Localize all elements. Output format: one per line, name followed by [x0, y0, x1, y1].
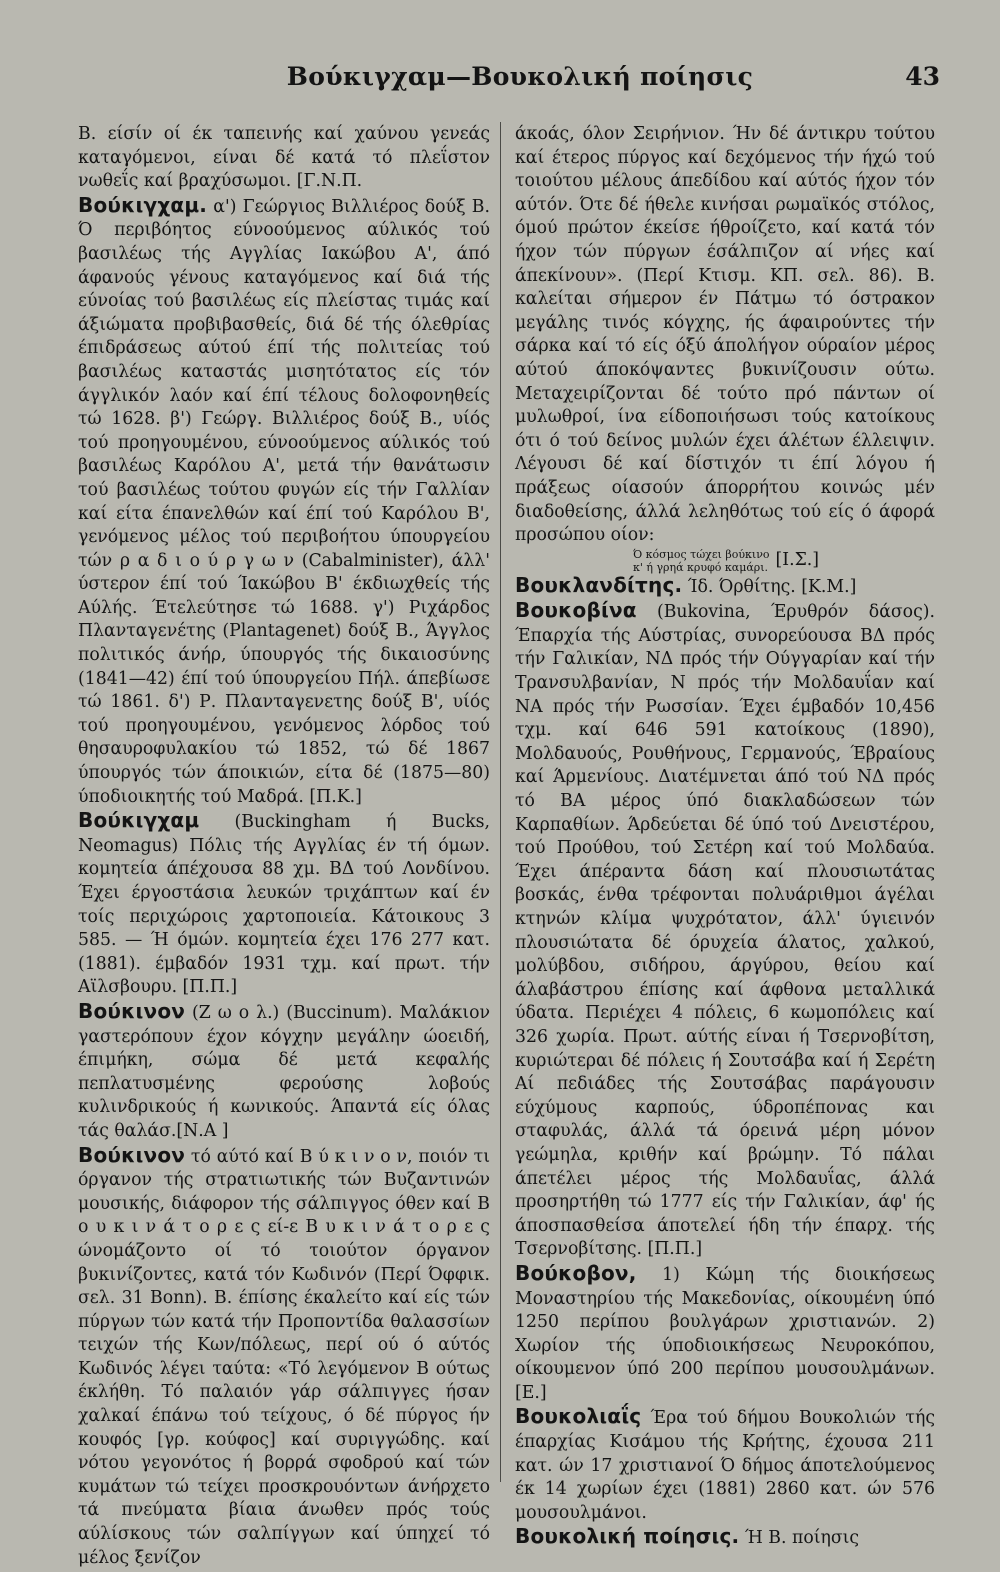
entry-headword: Βουκολιαΐς — [515, 1404, 642, 1429]
right-column — [515, 123, 935, 1551]
entry-headword: Βουκοβίνα — [515, 598, 637, 623]
entry-text: 1) Κώμη τής διοικήσεως Μοναστηρίου τής Μακεδονίας, οίκουμένη ύπό 1250 περίπου βουλγάρων χριστιανών. 2) Χωρίον τής ύποδιοικήσεως Νευροκόπου, οίκουμενον ύπό 200 περίπου μουσουλμάνων. [Ε.] — [515, 1264, 935, 1403]
poem-lines — [633, 548, 770, 574]
continued-paragraph: άκοάς, όλον Σειρήνιον. Ήν δέ άντικρυ τούτου καί έτερος πύργος καί δεχόμενος τήν ήχώ τού τοιούτου μέλους άπεδίδου καί αύτός ήχον τόν αύτόν. Ότε δέ ήθελε κινήσαι ρωμαϊκός στόλος, όμού πρώτον έκείσε ήθροίζετο, καί κατά τόν ήχον τών πύργων έσάλπιζον αί νήες καί άπεκίνουν». (Περί Κτισμ. ΚΠ. σελ. 86). Β. καλείται σήμερον έν Πάτμω τό όστρακον μεγάλης τινός κόγχης, ής άφαιρούντες τήν σάρκα καί τό είς όξύ άπολήγον ούραίον μέρος αύτού άποκόψαντες βυκινίζουσιν ούτω. Μεταχειρίζονται δέ τούτο πρό πάντων οί μυλωθροί, ίνα είδοποιήσωσι τούς κατοίκους ότι ό τού δείνος μυλών έχει άλέτων έλλειψιν. Λέγουσι δέ καί δίστιχόν τι έπί λόγου ή πράξεως οίασούν άπορρήτου κοινώς μέν διαδοθείσης, άλλά λεληθότως τού είς ό άφορά προσώπου οίον: — [515, 124, 935, 546]
entry-buckingham-town — [78, 809, 490, 1000]
entry-text: Ίδ. Όρθίτης. [Κ.Μ.] — [682, 576, 857, 597]
entry-text: Έρα τού δήμου Βουκολιών τής έπαρχίας Κισάμου τής Κρήτης, έχουσα 211 κατ. ών 17 χριστιανοί Ό δήμος άποτελούμενος έκ 14 χωρίων έχει (1881) 2860 κατ. ών 576 μουσουλμάνοι. — [515, 1408, 935, 1523]
entry-boukinon-zool — [78, 1000, 490, 1144]
running-title: Βούκιγχαμ—Βουκολική ποίησις — [286, 62, 754, 91]
entry-boukinon-instrument — [78, 1144, 490, 1571]
page-header — [60, 62, 940, 102]
author-signature: [Ι.Σ.] — [775, 549, 820, 570]
entry-headword: Βούκιγχαμ. — [78, 192, 208, 217]
entry-headword: Βούκιγχαμ — [78, 808, 200, 833]
entry-boukoliais — [515, 1405, 935, 1525]
left-column — [78, 123, 490, 1570]
entry-bukovina — [515, 599, 935, 1262]
entry-text: (Bukovina, Έρυθρόν δάσος). Έπαρχία τής Αύστρίας, συνορεύουσα ΒΔ πρός τήν Γαλικίαν, ΝΔ πρός τήν Ούγγαρίαν καί τήν Τρανσυλβανίαν, Ν πρός τήν Μολδαυΐαν καί ΝΑ πρός τήν Ρωσσίαν. Έχει έμβαδόν 10,456 τχμ. καί 646 591 κατοίκους (1890), Μολδαυούς, Ρουθήνους, Γερμανούς, Έβραίους καί Άρμενίους. Διατέμνεται άπό τού ΝΔ πρός τό ΒΑ μέρος ύπό διακλαδώσεων τών Καρπαθίων. Άρδεύεται δέ ύπό τού Δνειστέρου, τού Προύθου, τού Σετέρη καί τού Μολδαύα. Έχει άπέραντα δάση καί πλουσιωτάτας βοσκάς, ένθα τρέφονται πολυάριθμοι άγέλαι κτηνών κλίμα ψυχρότατον, άλλ' ύγιεινόν πλουσιώτατα δέ όρυχεία άλατος, χαλκού, μολύβδου, σιδήρου, άργύρου, θείου καί άλαβάστρου έπίσης καί άφθονα μεταλλικά ύδατα. Περιέχει 4 πόλεις, 6 κωμοπόλεις καί 326 χωρία. Πρωτ. αύτής είναι ή Τσερνοβίτση, κυριώτεραι δέ πόλεις ή Σουτσάβα καί ή Σερέτη Αί πεδιάδες τής Σουτσάβας παράγουσιν εύχύμους καρπούς, ύδροπέπονας και σταφυλάς, άλλά τά όρεινά μέρη μόνον γεώμηλα, κριθήν καί βρώμην. Τό πάλαι άπετέλει μέρος τής Μολδαυΐας, άλλά προσηρτήθη τώ 1777 είς τήν Γαλικίαν, άφ' ής άποσπασθείσα άποτελεί ήδη τήν έπαρχ. τής Τσερνοβίτσης. [Π.Π.] — [515, 602, 935, 1260]
entry-text: α') Γεώργιος Βιλλιέρος δούξ Β. Ό περιβόητος εύνοούμενος αύλικός τού βασιλέως τής Αγγλίας Ιακώβου Α', άπό άφανούς γένους καταγόμενος καί διά τής εύνοίας τού βασιλέως είς πλείστας τιμάς καί άξιώματα προβιβασθείς, διά δέ τής όλεθρίας έπιδράσεως αύτού έπί τής πολιτείας τού βασιλέως καταστάς μισητότατος είς τόν άγγλικόν λαόν καί έπί τέλους δολοφονηθείς τώ 1628. β') Γεώργ. Βιλλιέρος δούξ Β., υίός τού προηγουμένου, εύνοούμενος αύλικός τού βασιλέως Καρόλου Α', μετά τήν θανάτωσιν τού βασιλέως τούτου φυγών είς τήν Γαλλίαν καί είτα έπανελθών καί έπί τού Καρόλου Β', γενόμενος μέλος τού περιβοήτου ύπουργείου τών ρ α δ ι ο ύ ρ γ ω ν (Cabalminister), άλλ' ύστερον έπί τού Ίακώβου Β' έκδιωχθείς τής Αύλής. Έτελεύτησε τώ 1688. γ') Ριχάρδος Πλανταγενέτης (Plantagenet) δούξ Β., Άγγλος πολιτικός άνήρ, ύπουργός τής δικαιοσύνης (1841—42) έπί τού ύπουργείου Πήλ. άπεβίωσε τώ 1861. δ') Ρ. Πλανταγενετης δούξ Β', υίός τού προηγουμένου, γενόμενος λόρδος τού θησαυροφυλακίου τώ 1852, τώ δέ 1867 ύπουργός τών άποικιών, είτα δέ (1875—80) ύποδιοικητής τού Μαδρά. [Π.Κ.] — [78, 196, 490, 807]
entry-boukoliki-poiisis — [515, 1525, 935, 1551]
entry-headword: Βουκολική ποίησις. — [515, 1524, 740, 1549]
entry-buckingham-persons — [78, 194, 490, 809]
poem-quote — [515, 548, 935, 574]
continued-paragraph: Β. είσίν οί έκ ταπεινής καί χαύνου γενεάς καταγόμενοι, είναι δέ κατά τό πλεΐστον νωθεΐς καί βραχύσωμοι. [Γ.Ν.Π. — [78, 124, 490, 192]
entry-headword: Βουκλανδίτης. — [515, 572, 683, 597]
column-divider — [500, 122, 501, 1482]
poem-line: Ό κόσμος τώχει βούκινο — [633, 547, 770, 561]
entry-text: (Ζ ω ο λ.) (Buccinum). Μαλάκιον γαστερόπουν έχον κόγχην μεγάλην ώοειδή, έπιμήκη, σώμα δέ μετά κεφαλής πεπλατυσμένης φερούσης λοβούς κυλινδρικούς ή κωνικούς. Άπαντά είς όλας τάς θαλάσ.[Ν.Α ] — [78, 1002, 490, 1141]
entry-headword: Βούκινον — [78, 1142, 186, 1167]
entry-text: τό αύτό καί Β ύ κ ι ν ο ν, ποιόν τι όργανον τής στρατιωτικής τών Βυζαντινών μουσικής, διάφορον τής σάλπιγγος όθεν καί Β ο υ κ ι ν ά τ ο ρ ε ς εί-ε Β υ κ ι ν ά τ ο ρ ε ς ώνομάζοντο οί τό τοιούτον όργανον βυκινίζοντες, κατά τόν Κωδινόν (Περί Όφφικ. σελ. 31 Bonn). Β. έπίσης έκαλείτο καί είς τών πύργων τών κατά τήν Προποντίδα θαλασσίων τειχών τής Κων/πόλεως, περί ού ό αύτός Κωδινός λέγει ταύτα: «Τό λεγόμενον Β ούτως έκλήθη. Τό παλαιόν γάρ σάλπιγγες ήσαν χαλκαί έπάνω τού τείχους, ό δέ πύργος ήν κουφός [γρ. κούφος] καί συριγγώδης. καί νότου γεγονότος ή βορρά σφοδρού καί τών κυμάτων τώ τείχει προσκρουόντων άνήρχετο τά πνεύματα βίαια άνωθεν πρός τούς αύλίσκους τών σαλπίγγων καί ύπηχεί τό μέλος ξενίζον — [78, 1146, 490, 1568]
page-number: 43 — [905, 62, 940, 91]
entry-bouklanditis — [515, 574, 935, 600]
entry-text: (Buckingham ή Bucks, Neomagus) Πόλις τής Αγγλίας έν τή όμων. κομητεία άπέχουσα 88 χμ. ΒΔ τού Λονδίνου. Έχει έργοστάσια λευκών τριχάπτων καί έν τοίς περιχώροις χαρτοποιεία. Κάτοικους 3 585. — Ή όμών. κομητεία έχει 176 277 κατ. (1881). έμβαδόν 1931 τχμ. καί πρωτ. τήν Αϊλσβουρυ. [Π.Π.] — [78, 812, 490, 998]
entry-headword: Βούκινον — [78, 998, 186, 1023]
poem-line: κ' ή γρηά κρυφό καμάρι. — [633, 560, 769, 574]
entry-headword: Βούκοβον, — [515, 1260, 637, 1285]
entry-boukovon — [515, 1262, 935, 1406]
entry-text: Ή Β. ποίησις — [739, 1528, 860, 1549]
